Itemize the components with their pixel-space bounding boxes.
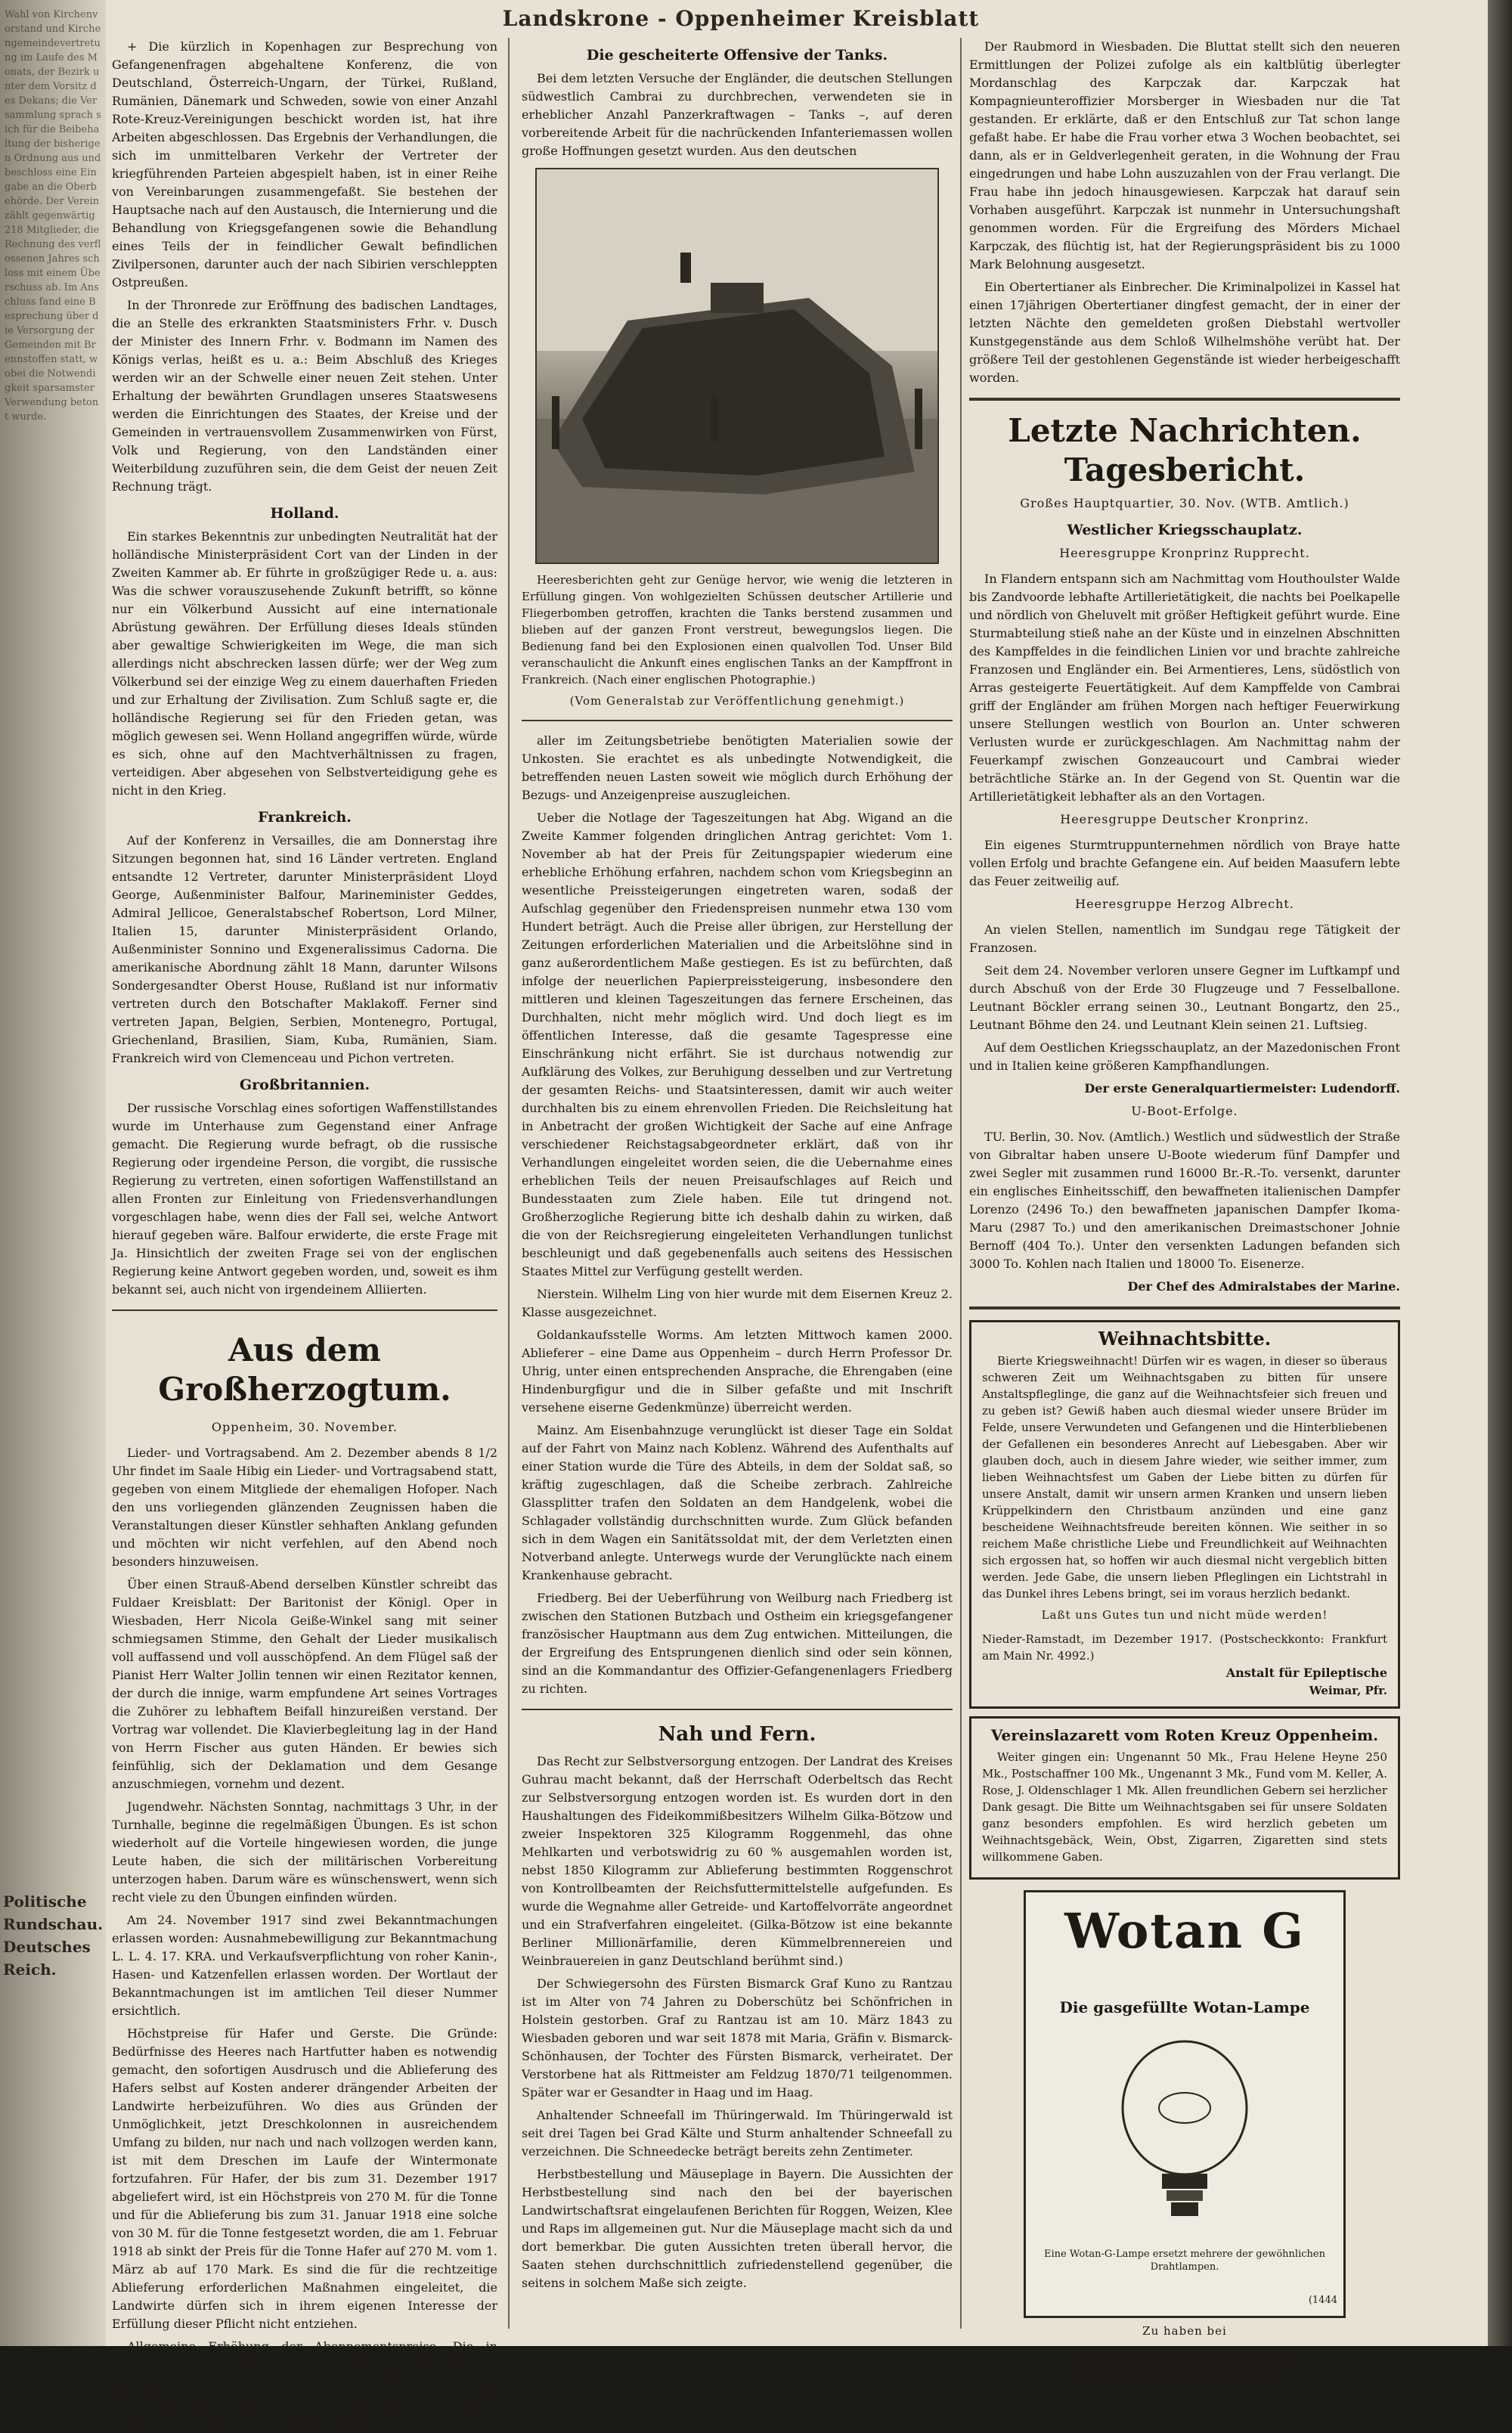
article-notlage-zeitungen: Ueber die Notlage der Tageszeitungen hat Abg. Wigand an die Zweite Kammer folgenden dringlichen Antrag gerichtet: Vom 1. November ab hat der Preis für Zeitungspapier wiederum eine erhebliche Erhöhung erfahren, nachdem schon vom Kriegsbeginn an wesentliche Preissteigerungen eingetreten waren, sodaß der Aufschlag gegenüber den Friedenspreisen nunmehr etwa 130 vom Hundert beträgt. Auch die Preise aller übrigen, zur Herstellung der Zeitungen erforderlichen Materialien und die Arbeitslöhne sind in ganz außerordentlichem Maße gestiegen. Es ist zu befürchten, daß infolge der neuerlichen Papierpreissteigerung, insbesondere den mittleren und kleinen Tageszeitungen das fernere Erscheinen, das Durchhalten, nicht mehr möglich wird. Und doch liegt es im öffentlichen Interesse, daß die gesamte Tagespresse eine Einschränkung nicht erfährt. Sie ist durchaus notwendig zur Aufklärung des Volkes, zur Beruhigung desselben und zur Vertretung der gesamten Reichs- und Staatsinteressen, damit wir auch weiter durchhalten bis zu einem ehrenvollen Frieden. Die Reichsleitung hat in Anbetracht der großen Wichtigkeit der Sache auf eine Anfrage verschiedener Reichstagsabgeordneter erklärt, daß von ihr Verhandlungen eingeleitet worden seien, die die Uebernahme eines erheblichen Teils der neuen Preisaufschlages auf Reich und Bundesstaaten zum Ziele haben. Eile tut dringend not. Großherzogliche Regierung bitte ich deshalb dahin zu wirken, daß die von der Reichsregierung eingeleiteten Verhandlungen tunlichst beschleunigt und daß gegebenenfalls auch seitens des Hessischen Staates Mittel zur Verfügung gestellt werden. xyxy=(522,810,953,1278)
article-schneefall: Anhaltender Schneefall im Thüringerwald. Im Thüringerwald ist seit drei Tagen bei Grad Kälte und Sturm anhaltender Schneefall zu verzeichnen. Die Schneedecke beträgt bereits zehn Zentimeter. xyxy=(522,2108,953,2159)
spine-text: Wahl von Kirchenvorstand und Kirchengemeindevertretung im Laufe des Monats, der Bezirk unter dem Vorsitz des Dekans; die Versammlung sprach sich für die Beibehaltung der bisherigen Ordnung aus und beschloss eine Eingabe an die Oberbehörde. Der Verein zählt gegenwärtig 218 Mitglieder, die Rechnung des verflossenen Jahres schloss mit einem Überschuss ab. Im Anschluss fand eine Besprechung über die Versorgung der Gemeinden mit Brennstoffen statt, wobei die Notwendigkeit sparsamster Verwendung betont wurde. xyxy=(5,9,101,423)
article-kopenhagen: + Die kürzlich in Kopenhagen zur Besprechung von Gefangenenfragen abgehaltene Konferenz, die von Deutschland, Österreich-Ungarn, der Türkei, Rußland, Rumänien, Dänemark und Schweden, sowie von einer Anzahl Rote-Kreuz-Vereinigungen beschickt worden ist, hat ihre Arbeiten abgeschlossen. Das Ergebnis der Verhandlungen, die sich im unmittelbaren Verkehr der Vertreter der kriegführenden Parteien abgespielt haben, ist in einer Reihe von Vereinbarungen zusammengefaßt. Sie bestehen der Hauptsache nach auf den Austausch, die Internierung und die Behandlung von Kriegsgefangenen sowie die Behandlung eines Teils der in feindlicher Gewalt befindlichen Zivilpersonen, darunter auch der nach Sibirien verschleppten Ostpreußen. xyxy=(112,39,497,290)
article-obertertianer: Ein Obertertianer als Einbrecher. Die Kriminalpolizei in Kassel hat einen 17jährigen Obertertianer dingfest gemacht, der in einer der letzten Nächte den gemeldeten großen Diebstahl wertvoller Kunstgegenstände aus dem Schloß Wilhelmshöhe verübt hat. Der größere Teil der gestohlenen Gegenstände ist wieder herbeigeschafft worden. xyxy=(969,280,1400,385)
column-rule-1 xyxy=(508,38,510,2329)
masthead: Landskrone - Oppenheimer Kreisblatt xyxy=(502,6,980,31)
photo-credit: (Vom Generalstab zur Veröffentlichung genehmigt.) xyxy=(569,694,905,708)
divider xyxy=(969,398,1400,401)
heading-letzte-nachrichten: Letzte Nachrichten. xyxy=(1008,412,1362,449)
article-bekanntmachungen: Am 24. November 1917 sind zwei Bekanntmachungen erlassen worden: Ausnahmebewilligung zur Bekanntmachung L. L. 4. 17. KRA. und Verkaufsverpflichtung von roher Kanin-, Hasen- und Katzenfellen erlassen worden. Der Wortlaut der Bekanntmachungen ist im amtlichen Teil dieser Nummer ersichtlich. xyxy=(112,1913,497,2018)
article-bismarck: Der Schwiegersohn des Fürsten Bismarck Graf Kuno zu Rantzau ist im Alter von 74 Jahren zu Doberschütz bei Schönfrichen in Holstein gestorben. Graf zu Rantzau ist am 10. März 1843 zu Wiesbaden geboren und war seit 1878 mit Maria, Gräfin v. Bismarck-Schönhausen, der Tochter des Fürsten Bismarck, verheiratet. Der Verstorbene hat als Rittmeister am Feldzug 1870/71 teilgenommen. Später war er Gesandter in Haag und im Haag. xyxy=(522,1976,953,2100)
divider xyxy=(522,720,953,721)
article-raubmord: Der Raubmord in Wiesbaden. Die Bluttat stellt sich den neueren Ermittlungen der Polizei zufolge als ein kaltblütig überlegter Mordanschlag des Karpczak dar. Karpczak hat Kompagnieunteroffizier Morsberger in Wiesbaden nur die Tat gestanden. Er erklärte, daß er den Entschluß zur Tat schon lange gefaßt habe. Er habe die Frau vorher etwa 3 Wochen beobachtet, sei dann, als er in Geldverlegenheit geraten, in die Wohnung der Frau eingedrungen und habe Lohn auszuzahlen von der Frau verlangt. Die Frau habe ihn jedoch hinausgewiesen. Karpczak hat darauf sein Vorhaben ausgeführt. Karpczak ist nunmehr in Untersuchungshaft genommen worden. Für die Ergreifung des Mörders Michael Karpczak, des flüchtig ist, hat der Regierungspräsident bis zu 1000 Mark Belohnung ausgesetzt. xyxy=(969,39,1400,271)
spine-heading: Politische Rundschau. Deutsches Reich. xyxy=(3,1892,104,1979)
article-friedberg: Friedberg. Bei der Ueberführung von Weilburg nach Friedberg ist zwischen den Stationen Butzbach und Ostheim ein kriegsgefangener französischer Hauptmann aus dem Zug entwichen. Mitteilungen, die der Ergreifung des Entsprungenen dienlich sind oder sein können, sind an die Kommandantur des Offizier-Gefangenenlagers Friedberg zu richten. xyxy=(522,1591,953,1696)
heading-uboot: U-Boot-Erfolge. xyxy=(1131,1104,1238,1118)
column-3 xyxy=(969,38,1400,2383)
heading-frankreich: Frankreich. xyxy=(258,809,352,826)
ad-wotan-lampe xyxy=(1024,1890,1346,2318)
article-holland: Ein starkes Bekenntnis zur unbedingten Neutralität hat der holländische Ministerpräsident Cort van der Linden in der Zweiten Kammer ab. Er führte in großzügiger Rede u. a. aus: Was die schwer vorauszusehende Zukunft betrifft, so könne nur ein Völkerbund Aussicht auf eine internationale Abrüstung gewähren. Der Erfüllung dieses Ideals stünden aber gewaltige Schwierigkeiten im Wege, die man sich allerdings nicht abschrecken lassen dürfe; wer der Weg zum Völkerbund sei der einzige Weg zu einem dauerhaften Frieden und zur Erhaltung der Zivilisation. Zum Schluß sagte er, die holländische Regierung sei für den Frieden getan, was möglich gewesen sei. Wenn Holland angegriffen würde, würde es sich, ohne auf den Machtverhältnissen zu fragen, verteidigen. Aber abgesehen von Selbstverteidigung gehe es nicht in den Krieg. xyxy=(112,529,497,798)
article-tanks-intro: Bei dem letzten Versuche der Engländer, die deutschen Stellungen südwestlich Cambrai zu durchbrechen, verwendeten sie in erheblicher Anzahl Panzerkraftwagen – Tanks –, auf deren vorbereitende Arbeit für die nachrückenden Infanteriemassen wollen große Hoffnungen gesetzt wurden. Aus den deutschen xyxy=(522,71,953,158)
article-lieder: Lieder- und Vortragsabend. Am 2. Dezember abends 8 1/2 Uhr findet im Saale Hibig ein Lieder- und Vortragsabend statt, gegeben von einem Mitgliede der ehemaligen Hofoper. Nach den uns vorliegenden glänzenden Zeugnissen haben die Veranstaltungen dieser Künstler sehhaften Anklang gefunden und möchten wir nicht verfehlen, auf den Abend noch besonders hinzuweisen. xyxy=(112,1446,497,1569)
heading-tagesbericht: Tagesbericht. xyxy=(1064,451,1306,488)
ad-wotan-number: (1444 xyxy=(1308,2295,1337,2306)
article-strauss: Über einen Strauß-Abend derselben Künstler schreibt das Fuldaer Kreisblatt: Der Baritonist der Königl. Oper in Wiesbaden, Herr Nicola Geiße-Winkel sang mit seiner schmiegsamen Stimme, den Gehalt der Lieder musikalisch voll auffassend und voll ausschöpfend. An dem Flügel saß der Pianist Herr Walter Jollin tennen wir einen Rezitator kennen, der durch die innige, warm empfundene Art seines Vortrages die Zuhörer zu lebhaftem Beifall hinzureißen verstand. Der Vortrag war vollendet. Die Klavierbegleitung lag in der Hand von Herrn Fischer aus guten Händen. Er bewies sich feinfühlig, sich der Deklamation und dem Gesange anzuschmiegen, vornehm und dezent. xyxy=(112,1577,497,1791)
ad-wotan-sub: Die gasgefüllte Wotan-Lampe xyxy=(1059,1998,1310,2016)
article-mainz: Mainz. Am Eisenbahnzuge verunglückt ist dieser Tage ein Soldat auf der Fahrt von Mainz nach Koblenz. Während des Aufenthalts auf einer Station wurde die Türe des Abteils, in dem der Soldat saß, so kräftig zugeschlagen, daß die Scheibe zerbrach. Zahlreiche Glassplitter trafen den Soldaten an dem Handgelenk, wobei die Schlagader vollständig durchschnitten wurde. Zum Glück befanden sich in dem Wagen ein Sanitätssoldat mit, der dem Verletzten einen Notverband anlegte. Unterwegs wurde der Verunglückte nach einem Krankenhause gebracht. xyxy=(522,1423,953,1582)
column-1 xyxy=(112,38,497,2433)
ad-wotan-seller-2: Elektrizitätswerk Nierstein. xyxy=(1080,2366,1290,2381)
heading-nah-und-fern: Nah und Fern. xyxy=(658,1723,816,1746)
report-flandern: In Flandern entspann sich am Nachmittag vom Houthoulster Walde bis Zandvoorde lebhafte Artillerietätigkeit, die nachts bei Poelkapelle und nördlich von Gheluvelt mit größer Heftigkeit geführt wurde. Eine Sturmabteilung stieß nahe an der Küste und in einzelnen Abschnitten des Kampffeldes in die feindlichen Linien vor und brachte zahlreiche Franzosen und Engländer ein. Bei Armentieres, Lens, südöstlich von Arras gesteigerte Feuertätigkeit. Auf dem Kampffelde von Cambrai griff der Engländer am frühen Morgen nach heftiger Feuerwirkung unsere Stellungen westlich von Bourlon an. Unter schweren Verlusten wurde er zurückgeschlagen. Am Nachmittag nahm der Feuerkampf zwischen Gonzeaucourt und Cambrai wieder beträchtliche Stärke an. In der Gegend von St. Quentin war die Artillerietätigkeit lebhafter als an den Vortagen. xyxy=(969,572,1400,804)
heading-westlicher: Westlicher Kriegsschauplatz. xyxy=(1067,522,1303,538)
ad-weihnachtsbitte-motto: Laßt uns Gutes tun und nicht müde werden! xyxy=(1041,1608,1328,1622)
column-2 xyxy=(522,38,953,2297)
article-nierstein: Nierstein. Wilhelm Ling von hier wurde mit dem Eisernen Kreuz 2. Klasse ausgezeichnet. xyxy=(522,1287,953,1319)
article-goldankauf: Goldankaufsstelle Worms. Am letzten Mittwoch kamen 2000. Ablieferer – eine Dame aus Oppenheim – durch Herrn Professor Dr. Uhrig, unter einen entsprechenden Ansprache, die Ehrengaben (eine Hindenburgfigur und die in Silber gefaßte und mit Inschrift versehene eiserne Gedenkmünze) überreicht werden. xyxy=(522,1328,953,1415)
article-selbstversorgung: Das Recht zur Selbstversorgung entzogen. Der Landrat des Kreises Guhrau macht bekannt, daß der Herrschaft Oderbeltsch das Recht zur Selbstversorgung entzogen worden ist. Es wurden dort in den Haushaltungen des Fideikommißbesitzers Wilhelm Gilka-Bötzow und zweier Inspektoren 325 Kilogramm Roggenmehl, das ohne Mehlkarten und verbotswidrig zu 60 % ausgemahlen worden ist, nebst 1850 Kilogramm zur Ablieferung bestimmten Roggenschrot von Kontrollbeamten der Reichsfuttermittelstelle aufgefunden. Es wurde die Wegnahme aller Getreide- und Kartoffelvorräte angeordnet und ein Strafverfahren eingeleitet. (Gilka-Bötzow ist eine bekannte Berliner Millionärfamilie, deren Kümmelbrennereien und Weinbrauereien in ganz Deutschland berühmt sind.) xyxy=(522,1754,953,1968)
article-abonnement: Allgemeine Erhöhung der Abonnementspreise. Die in Frankfurt a. M. tagende Versammlung der Verleger des Kreisvereins für die Provinz Hessen-Nassau und das Großherzogtum Hessen nahm Stellung zu der seit Jahr und Tag weiter sprunghaft in die Höhe gegangenen Preise. xyxy=(112,2339,497,2426)
tank-illustration xyxy=(537,169,937,563)
ad-lazarett-title: Vereinslazarett vom Roten Kreuz Oppenheim. xyxy=(990,1726,1379,1744)
article-jugendwehr: Jugendwehr. Nächsten Sonntag, nachmittags 3 Uhr, in der Turnhalle, beginne die regelmäßigen Übungen. Es ist schon wiederholt auf die Vorteile hingewiesen worden, die junge Leute haben, die sich der militärischen Vorbereitung unterzogen haben. Darum wäre es wünschenswert, wenn sich recht viele zu den Übungen einfinden würden. xyxy=(112,1799,497,1905)
photo-caption: Heeresberichten geht zur Genüge hervor, wie wenig die letzteren in Erfüllung gingen. Von wohlgezielten Schüssen deutscher Artillerie und Fliegerbomben getroffen, krachten die Tanks berstend zusammen und blieben auf der ganzen Front verstreut, bewegungslos liegen. Die Bedienung fand bei den Explosionen einen qualvollen Tod. Unser Bild veranschaulicht die Ankunft eines englischen Tanks an der Kampffront in Frankreich. (Nach einer englischen Photographie.) xyxy=(522,573,953,687)
heading-kronprinz: Heeresgruppe Deutscher Kronprinz. xyxy=(1060,812,1309,826)
divider xyxy=(969,1306,1400,1309)
ad-weihnachtsbitte-org: Anstalt für Epileptische xyxy=(1225,1666,1387,1680)
page-edge-shadow xyxy=(1488,0,1512,2346)
ad-wotan-small: Eine Wotan-G-Lampe ersetzt mehrere der gewöhnlichen Drahtlampen. xyxy=(1044,2249,1325,2273)
binding-spine xyxy=(0,0,106,2346)
heading-albrecht: Heeresgruppe Herzog Albrecht. xyxy=(1075,897,1294,911)
article-baden-thronrede: In der Thronrede zur Eröffnung des badischen Landtages, die an Stelle des erkrankten Staatsministers Frhr. v. Dusch der Minister des Innern Frhr. v. Bodmann im Namen des Königs verlas, heißt es u. a.: Beim Abschluß des Krieges werden wir an der Schwelle einer neuen Zeit stehen. Unter Erhaltung der bewährten Grundlagen unseres Staatswesens werden die Einrichtungen des Staates, der Kreise und der Gemeinden in vertrauensvollem Zusammenwirken von Fürst, Volk und Regierung, von den Landständen einer Weiterbildung zuzuführen sein, die dem Geist der neuen Zeit Rechnung trägt. xyxy=(112,298,497,494)
article-frankreich: Auf der Konferenz in Versailles, die am Donnerstag ihre Sitzungen begonnen hat, sind 16 Länder vertreten. England entsandte 12 Vertreter, darunter Ministerpräsident Lloyd George, Außenminister Balfour, Marineminister Geddes, Admiral Jellicoe, Generalstabschef Robertson, Lord Milner, Italien 15, darunter Ministerpräsident Orlando, Außenminister Sonnino und Exgeneralissimus Cadorna. Die amerikanische Abordnung zählt 18 Mann, darunter Wilsons Sondergesandter Oberst House, Rußland ist nur informativ vertreten durch den Botschafter Maklakoff. Ferner sind vertreten Japan, Belgien, Serbien, Montenegro, Portugal, Griechenland, Brasilien, Siam, Kuba, Rumänien, Siam. Frankreich wird von Clemenceau und Pichon vertreten. xyxy=(112,833,497,1065)
lamp-bulb-icon xyxy=(1109,2036,1260,2233)
ad-weihnachtsbitte-text: Bierte Kriegsweihnacht! Dürfen wir es wagen, in dieser so überaus schweren Zeit um Weihnachtsgaben zu bitten für unsere Anstaltspfleglinge, die ganz auf die Weihnachtsfeier sich freuen und zu geben ist? Gewiß haben auch diesmal wieder unsere Brüder im Felde, unsere Verwundeten und Gefangenen und die Hinterbliebenen der Gefallenen ein besonderes Anrecht auf Liebesgaben. Aber wir glauben doch, auch in diesem Jahre wieder, wie seither immer, zum lieben Weihnachtsfest um Gaben der Liebe bitten zu dürfen für unsere Anstalt, damit wir unsern armen Kranken und unsern lieben Krüppelkindern den Christbaum anzünden und eine ganz bescheidene Weihnachtsfreude bereiten können. Wie seither in so reichem Maße christliche Liebe und Freundlichkeit auf Weihnachten sich ergossen hat, so hoffen wir auch diesmal nicht vergeblich bitten werden. Jede Gabe, die unsern lieben Pfleglingen ein Lichtstrahl in das Dunkel ihres Lebens bringt, sei im voraus herzlich bedankt. xyxy=(982,1354,1387,1601)
report-osten: Auf dem Oestlichen Kriegsschauplatz, an der Mazedonischen Front und in Italien keine größeren Kampfhandlungen. xyxy=(969,1040,1400,1073)
ad-lazarett-text: Weiter gingen ein: Ungenannt 50 Mk., Frau Helene Heyne 250 Mk., Postschaffner 100 Mk., Ungenannt 3 Mk., Fund vom M. Keller, A. Rose, J. Oldenschlager 1 Mk. Allen freundlichen Gebern sei herzlicher Dank gesagt. Die Bitte um Weihnachtsgaben sei für unsere Soldaten ganz besonders empfohlen. Es wird herzlich gebeten um Weihnachtsgebäck, Wein, Obst, Zigarren, Zigaretten sind stets willkommene Gaben. xyxy=(982,1750,1387,1864)
report-uboot: TU. Berlin, 30. Nov. (Amtlich.) Westlich und südwestlich der Straße von Gibraltar haben unsere U-Boote wiederum fünf Dampfer und zwei Segler mit zusammen rund 16000 Br.-R.-To. versenkt, darunter ein englisches Einheitsschiff, den bewaffneten italienischen Dampfer Lorenzo (2496 To.) den bewaffneten japanischen Dampfer Ikoma-Maru (2987 To.) und den amerikanischen Dreimastschoner Johnie Bernoff (404 To.). Unter den versenkten Ladungen befanden sich 3000 To. Kohlen nach Italien und 18000 To. Eisenerze. xyxy=(969,1130,1400,1271)
section-title-grossherzogtum: Aus dem Großherzogtum. xyxy=(158,1331,451,1408)
ad-wotan-by: Zu haben bei xyxy=(1142,2324,1227,2338)
ad-weihnachtsbitte-place: Nieder-Ramstadt, im Dezember 1917. (Postscheckkonto: Frankfurt am Main Nr. 4992.) xyxy=(982,1632,1387,1663)
report-albrecht: An vielen Stellen, namentlich im Sundgau rege Tätigkeit der Franzosen. xyxy=(969,922,1400,955)
divider xyxy=(112,1309,497,1311)
report-kronprinz: Ein eigenes Sturmtruppunternehmen nördlich von Braye hatte vollen Erfolg und brachte Gefangene ein. Auf beiden Maasufern lebte das Feuer zeitweilig auf. xyxy=(969,838,1400,888)
ad-weihnachtsbitte-sign: Weimar, Pfr. xyxy=(1309,1684,1387,1697)
article-grossbritannien: Der russische Vorschlag eines sofortigen Waffenstillstandes wurde im Unterhause zum Gegenstand einer Anfrage gemacht. Die Regierung wurde befragt, ob die russische Regierung oder irgendeine Person, die vorgibt, die russische Regierung zu vertreten, einen sofortigen Waffenstillstand an allen Fronten zur Einleitung von Friedensverhandlungen vorgeschlagen habe, wenn dies der Fall sei, welche Antwort hierauf gegeben wäre. Balfour erwiderte, die erste Frage mit Ja. Hinsichtlich der zweiten Frage sei von der englischen Regierung keine Antwort gegeben worden, und, soweit es ihm bekannt sei, auch nicht von irgendeinem Alliierten. xyxy=(112,1101,497,1297)
heading-rupprecht: Heeresgruppe Kronprinz Rupprecht. xyxy=(1059,546,1310,560)
ad-wotan-seller-1: Elektrizitätswerk Oppenheim, xyxy=(1072,2348,1297,2363)
column-rule-2 xyxy=(960,38,962,2329)
ad-weihnachtsbitte xyxy=(969,1320,1400,1709)
ad-lazarett xyxy=(969,1716,1400,1880)
signature-ludendorff: Der erste Generalquartiermeister: Ludendorff. xyxy=(1084,1081,1400,1096)
heading-holland: Holland. xyxy=(270,505,339,522)
tank-photo xyxy=(535,168,939,564)
ad-weihnachtsbitte-title: Weihnachtsbitte. xyxy=(1098,1328,1272,1350)
ad-wotan-brand: Wotan G xyxy=(1064,1903,1305,1960)
report-luftkampf: Seit dem 24. November verloren unsere Gegner im Luftkampf und durch Abschuß von der Erde 30 Flugzeuge und 7 Fesselballone. Leutnant Böckler errang seinen 30., Leutnant Bongartz, den 25., Leutnant Böhme den 24. und Leutnant Klein seinen 21. Luftsieg. xyxy=(969,963,1400,1032)
article-hafer: Höchstpreise für Hafer und Gerste. Die Gründe: Bedürfnisse des Heeres nach Hartfutter haben es notwendig gemacht, den sofortigen Ausdrusch und die Ablieferung des Hafers selbst auf Kosten anderer drängender Arbeiten der Landwirte herbeizuführen. Wo dies aus Gründen der Unmöglichkeit, jetzt Dreschkolonnen in ausreichendem Umfang zu bilden, nur nach und nach vollzogen werden kann, ist mit dem Dreschen im Laufe der Wintermonate fortzufahren. Für Hafer, der bis zum 31. Dezember 1917 abgeliefert wird, ist ein Höchstpreis von 270 M. für die Tonne und für die Ablieferung bis zum 31. Januar 1918 eine solche von 30 M. für die Tonne festgesetzt worden, die am 1. Februar 1918 ab sinkt der Preis für die Tonne Hafer auf 270 M. vom 1. März ab auf 170 Mark. Es sind die für die rechtzeitige Ablieferung erforderlichen Maßnahmen eingeleitet, die Landwirte dürfen sich in ihrem eigenen Interesse der Erfüllung dieser Pflicht nicht entziehen. xyxy=(112,2026,497,2331)
dateline: Oppenheim, 30. November. xyxy=(211,1420,398,1434)
hq-dateline: Großes Hauptquartier, 30. Nov. (WTB. Amtlich.) xyxy=(1020,496,1349,510)
signature-admiralstab: Der Chef des Admiralstabes der Marine. xyxy=(1127,1279,1400,1294)
heading-tanks: Die gescheiterte Offensive der Tanks. xyxy=(586,47,888,64)
article-mauseplage: Herbstbestellung und Mäuseplage in Bayern. Die Aussichten der Herbstbestellung sind nach den bei der bayerischen Landwirtschaftsrat eingelaufenen Berichten für Roggen, Weizen, Klee und Raps im allgemeinen gut. Nur die Mäuseplage macht sich da und dort bemerkbar. Die guten Aussichten treten überall hervor, die Saaten stehen durchschnittlich zufriedenstellend gegenüber, die seitens in solchem Maße sich zeigte. xyxy=(522,2167,953,2290)
article-zeitungsbetrieb: aller im Zeitungsbetriebe benötigten Materialien sowie der Unkosten. Sie erachtet es als unbedingte Notwendigkeit, die betreffenden neuen Lasten soweit wie möglich durch Erhöhung der Bezugs- und Anzeigenpreise auszugleichen. xyxy=(522,733,953,802)
heading-grossbritannien: Großbritannien. xyxy=(239,1077,370,1093)
divider xyxy=(522,1709,953,1710)
